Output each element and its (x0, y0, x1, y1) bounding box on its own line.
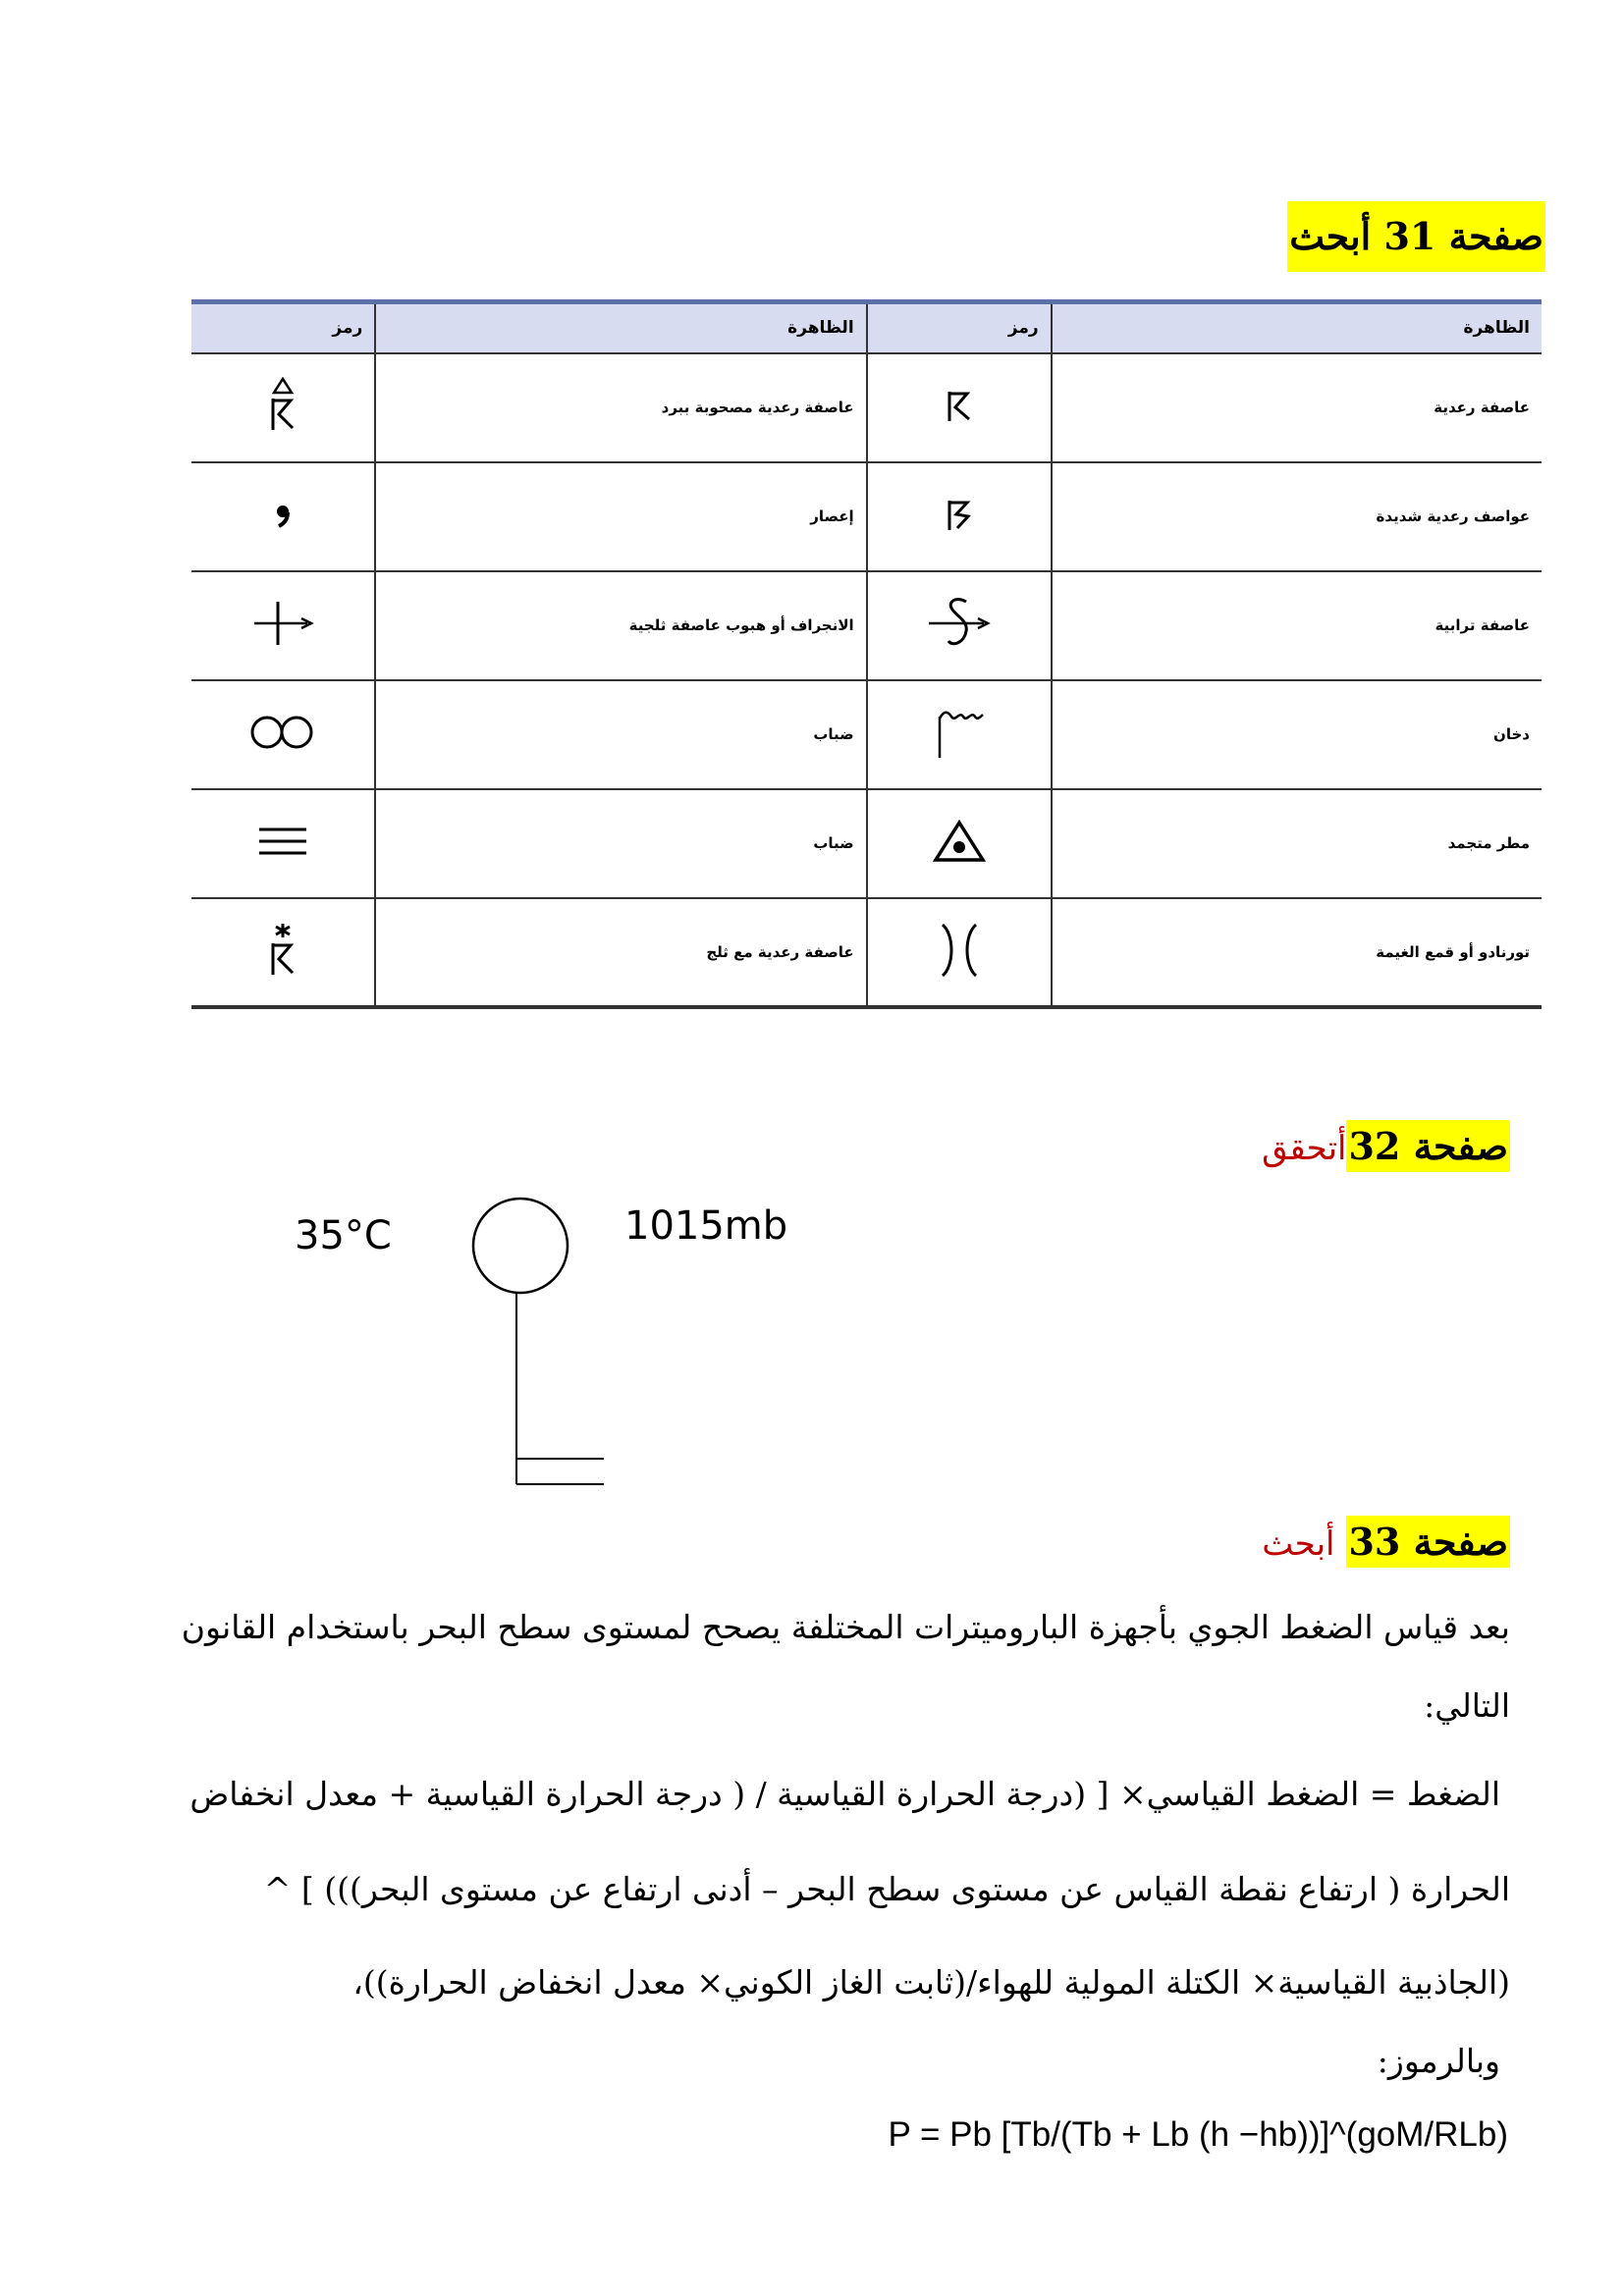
phenomenon-cell: ضباب (375, 789, 866, 898)
symbol-cell (191, 680, 375, 789)
section-32-heading (1262, 1117, 1510, 1178)
phenomenon-cell: تورنادو أو قمع الغيمة (1052, 898, 1542, 1007)
thunderstorm-snow-icon (263, 922, 302, 979)
header-phenomenon-left: الظاهرة (375, 302, 866, 353)
phenomenon-cell: دخان (1052, 680, 1542, 789)
phenomenon-cell: عاصفة رعدية مع ثلج (375, 898, 866, 1007)
symbol-cell (867, 462, 1052, 571)
section-31-heading (1287, 201, 1545, 272)
weather-symbols-table (191, 299, 1542, 1009)
symbol-cell (191, 898, 375, 1007)
table-row (191, 789, 1542, 898)
header-phenomenon-right: الظاهرة (1052, 302, 1542, 353)
hurricane-icon (268, 495, 298, 534)
section-33-heading (1262, 1513, 1510, 1574)
formula-text-line-3: (الجاذبية القياسية× الكتلة المولية للهواء/(ثابت الغاز الكوني× معدل انخفاض الحرارة))، (352, 1963, 1510, 2002)
formula-text-line-2: الحرارة ( ارتفاع نقطة القياس عن مستوى سطح البحر – أدنى ارتفاع عن مستوى البحر))) ] ^ (263, 1870, 1510, 1908)
freezing-rain-icon (932, 819, 987, 864)
pressure-label: 1015mb (624, 1203, 788, 1249)
formula-text-line-1: الضغط = الضغط القياسي× [ (درجة الحرارة القياسية / ( درجة الحرارة القياسية + معدل انخفاض (189, 1775, 1500, 1813)
symbol-cell (191, 571, 375, 680)
table-row (191, 898, 1542, 1007)
symbol-cell (867, 571, 1052, 680)
table-row (191, 680, 1542, 789)
header-symbol-right: رمز (867, 302, 1052, 353)
table-header-row (191, 302, 1542, 353)
header-symbol-left: رمز (191, 302, 375, 353)
symbol-cell (191, 353, 375, 462)
section-33-heading-prefix: صفحة 33 (1346, 1516, 1510, 1568)
phenomenon-cell: عاصفة رعدية (1052, 353, 1542, 462)
table-row (191, 353, 1542, 462)
symbol-cell (867, 680, 1052, 789)
symbols-label: وبالرموز: (1377, 2042, 1500, 2080)
thunderstorm-icon (940, 386, 979, 425)
table-row (191, 571, 1542, 680)
tornado-icon (935, 921, 984, 980)
station-model-diagram (461, 1188, 619, 1492)
symbol-cell (867, 898, 1052, 1007)
phenomenon-cell: ضباب (375, 680, 866, 789)
table-row (191, 462, 1542, 571)
fog-icon (255, 822, 310, 861)
haze-icon (245, 713, 320, 752)
phenomenon-cell: عواصف رعدية شديدة (1052, 462, 1542, 571)
section-31-heading-text: صفحة 31 أبحث (1289, 214, 1543, 258)
severe-thunderstorm-icon (940, 495, 979, 534)
paragraph-line-1: بعد قياس الضغط الجوي بأجهزة الباروميترات المختلفة يصحح لمستوى سطح البحر باستخدام القانون (181, 1608, 1510, 1646)
section-32-heading-prefix: صفحة 32 (1346, 1120, 1510, 1172)
phenomenon-cell: عاصفة ترابية (1052, 571, 1542, 680)
dust-storm-icon (925, 594, 994, 653)
phenomenon-cell: عاصفة رعدية مصحوبة ببرد (375, 353, 866, 462)
section-33-heading-suffix: أبحث (1262, 1524, 1335, 1564)
phenomenon-cell: الانجراف أو هبوب عاصفة ثلجية (375, 571, 866, 680)
phenomenon-cell: إعصار (375, 462, 866, 571)
symbol-cell (867, 353, 1052, 462)
paragraph-line-2: التالي: (1424, 1686, 1510, 1725)
temperature-label: 35°C (295, 1213, 392, 1258)
station-circle (473, 1199, 568, 1293)
symbol-cell (191, 462, 375, 571)
smoke-icon (930, 703, 989, 762)
blowing-snow-icon (248, 594, 317, 653)
symbolic-formula: P = Pb [Tb/(Tb + Lb (h −hb))]^(goM/RLb) (888, 2115, 1508, 2154)
phenomenon-cell: مطر متجمد (1052, 789, 1542, 898)
symbol-cell (867, 789, 1052, 898)
symbol-cell (191, 789, 375, 898)
thunderstorm-hail-icon (263, 377, 302, 434)
section-32-heading-suffix: أتحقق (1262, 1129, 1347, 1168)
